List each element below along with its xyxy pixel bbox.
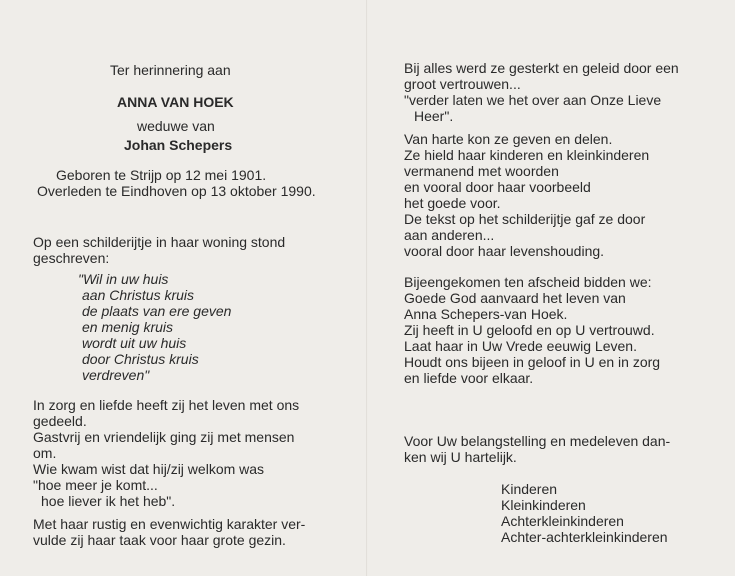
- thanks-line: ken wij U hartelijk.: [404, 449, 517, 465]
- poem-line: aan Christus kruis: [82, 287, 195, 303]
- r-para3-line: Anna Schepers-van Hoek.: [404, 306, 568, 322]
- birth-line: Geboren te Strijp op 12 mei 1901.: [56, 167, 267, 183]
- r-para1-line: "verder laten we het over aan Onze Lieve: [404, 92, 662, 108]
- poem-line: de plaats van ere geven: [82, 303, 232, 319]
- r-para2-line: vermanend met woorden: [404, 163, 559, 179]
- signature-line: Kleinkinderen: [501, 497, 586, 513]
- thanks-line: Voor Uw belangstelling en medeleven dan-: [404, 433, 671, 449]
- r-para3-line: Goede God aanvaard het leven van: [404, 290, 626, 306]
- r-para2-line: Van harte kon ze geven en delen.: [404, 131, 613, 147]
- r-para2-line: en vooral door haar voorbeeld: [404, 179, 591, 195]
- r-para1-line: Heer".: [414, 108, 454, 124]
- signature-line: Achterkleinkinderen: [501, 513, 624, 529]
- r-para2-line: De tekst op het schilderijtje gaf ze door: [404, 211, 646, 227]
- card-fold: [366, 0, 368, 576]
- r-para1-line: groot vertrouwen...: [404, 76, 521, 92]
- para2-line: gedeeld.: [33, 413, 87, 429]
- r-para3-line: Zij heeft in U geloofd en op U vertrouwd.: [404, 322, 655, 338]
- para2-line: hoe liever ik het heb".: [41, 493, 176, 509]
- para1-line: Op een schilderijtje in haar woning stond: [33, 234, 286, 250]
- r-para3-line: Laat haar in Uw Vrede eeuwig Leven.: [404, 338, 637, 354]
- para2-line: Wie kwam wist dat hij/zij welkom was: [33, 461, 265, 477]
- death-line: Overleden te Eindhoven op 13 oktober 1990.: [37, 183, 316, 199]
- r-para3-line: en liefde voor elkaar.: [404, 370, 534, 386]
- header-text: Ter herinnering aan: [110, 62, 231, 78]
- r-para3-line: Bijeengekomen ten afscheid bidden we:: [404, 274, 652, 290]
- poem-line: door Christus kruis: [82, 351, 199, 367]
- r-para1-line: Bij alles werd ze gesterkt en geleid door een: [404, 60, 679, 76]
- para1-line: geschreven:: [33, 250, 110, 266]
- r-para2-line: vooral door haar levenshouding.: [404, 243, 605, 259]
- para3-line: Met haar rustig en evenwichtig karakter ver-: [33, 516, 306, 532]
- widow-of-text: weduwe van: [137, 118, 215, 134]
- poem-line: "Wil in uw huis: [78, 271, 169, 287]
- signature-line: Kinderen: [501, 481, 558, 497]
- poem-line: wordt uit uw huis: [82, 335, 187, 351]
- para3-line: vulde zij haar taak voor haar grote gezin.: [33, 532, 286, 548]
- para2-line: Gastvrij en vriendelijk ging zij met mensen: [33, 429, 295, 445]
- para2-line: In zorg en liefde heeft zij het leven met ons: [33, 397, 300, 413]
- deceased-name: ANNA VAN HOEK: [117, 94, 234, 110]
- r-para2-line: het goede voor.: [404, 195, 501, 211]
- poem-line: en menig kruis: [82, 319, 174, 335]
- para2-line: "hoe meer je komt...: [33, 477, 158, 493]
- r-para3-line: Houdt ons bijeen in geloof in U en in zorg: [404, 354, 661, 370]
- r-para2-line: Ze hield haar kinderen en kleinkinderen: [404, 147, 650, 163]
- signature-line: Achter-achterkleinkinderen: [501, 529, 668, 545]
- r-para2-line: aan anderen...: [404, 227, 495, 243]
- para2-line: om.: [33, 445, 57, 461]
- poem-line: verdreven": [82, 367, 150, 383]
- husband-name: Johan Schepers: [124, 137, 233, 153]
